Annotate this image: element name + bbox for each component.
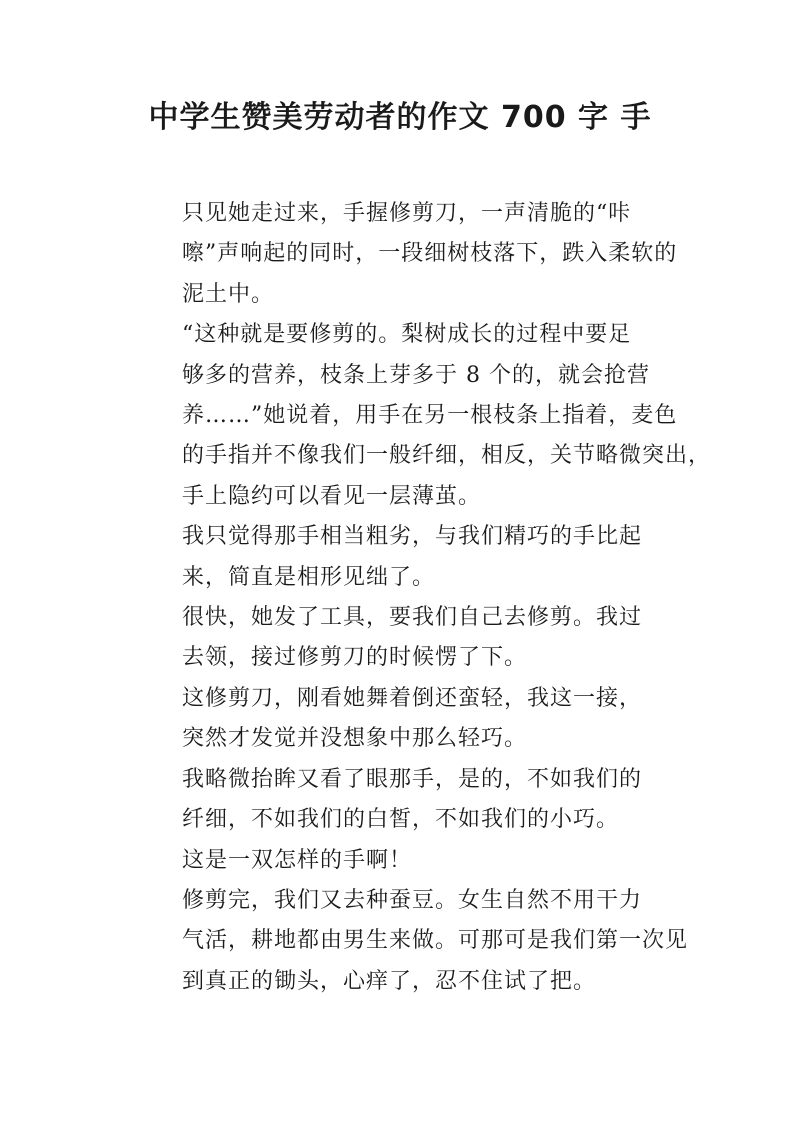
document-body bbox=[136, 194, 712, 1002]
text-line: 够多的营养，枝条上芽多于 8 个的，就会抢营 bbox=[182, 362, 650, 388]
paragraph bbox=[136, 760, 676, 841]
text-line: 来，简直是相形见绌了。 bbox=[182, 564, 436, 590]
paragraph bbox=[136, 881, 689, 1002]
text-line: 的手指并不像我们一般纤细，相反，关节略微突出， bbox=[182, 443, 712, 469]
text-line: 很快，她发了工具，要我们自己去修剪。我过 bbox=[182, 605, 643, 631]
text-line: 只见她走过来，手握修剪刀，一声清脆的“咔 bbox=[182, 201, 632, 226]
text-line: 我只觉得那手相当粗劣，与我们精巧的手比起 bbox=[182, 524, 643, 550]
text-line: 嚓”声响起的同时，一段细树枝落下，跌入柔软的 bbox=[182, 241, 678, 267]
text-line: 到真正的锄头，心痒了，忍不住试了把。 bbox=[182, 968, 597, 994]
text-line: 修剪完，我们又去种蚕豆。女生自然不用干力 bbox=[182, 887, 643, 913]
paragraph bbox=[136, 679, 676, 760]
paragraph bbox=[136, 598, 676, 679]
text-line: “这种就是要修剪的。梨树成长的过程中要足 bbox=[182, 322, 632, 348]
text-line: 突然才发觉并没想象中那么轻巧。 bbox=[182, 726, 528, 752]
text-line: 泥土中。 bbox=[182, 281, 275, 307]
paragraph bbox=[136, 315, 712, 517]
text-line: 气活，耕地都由男生来做。可那可是我们第一次见 bbox=[182, 928, 689, 954]
text-line: 这修剪刀，刚看她舞着倒还蛮轻，我这一接， bbox=[182, 685, 643, 711]
text-line: 纤细，不如我们的白皙，不如我们的小巧。 bbox=[182, 807, 620, 833]
text-line: 我略微抬眸又看了眼那手，是的，不如我们的 bbox=[182, 766, 643, 792]
text-line: 这是一双怎样的手啊！ bbox=[182, 847, 413, 873]
paragraph bbox=[136, 194, 676, 315]
text-line: 养……”她说着，用手在另一根枝条上指着，麦色 bbox=[182, 403, 678, 429]
paragraph bbox=[136, 517, 676, 598]
text-line: 手上隐约可以看见一层薄茧。 bbox=[182, 483, 482, 509]
text-line: 去领，接过修剪刀的时候愣了下。 bbox=[182, 645, 528, 671]
document-title: 中学生赞美劳动者的作文 700 字 手 bbox=[148, 100, 652, 135]
paragraph bbox=[136, 841, 676, 881]
